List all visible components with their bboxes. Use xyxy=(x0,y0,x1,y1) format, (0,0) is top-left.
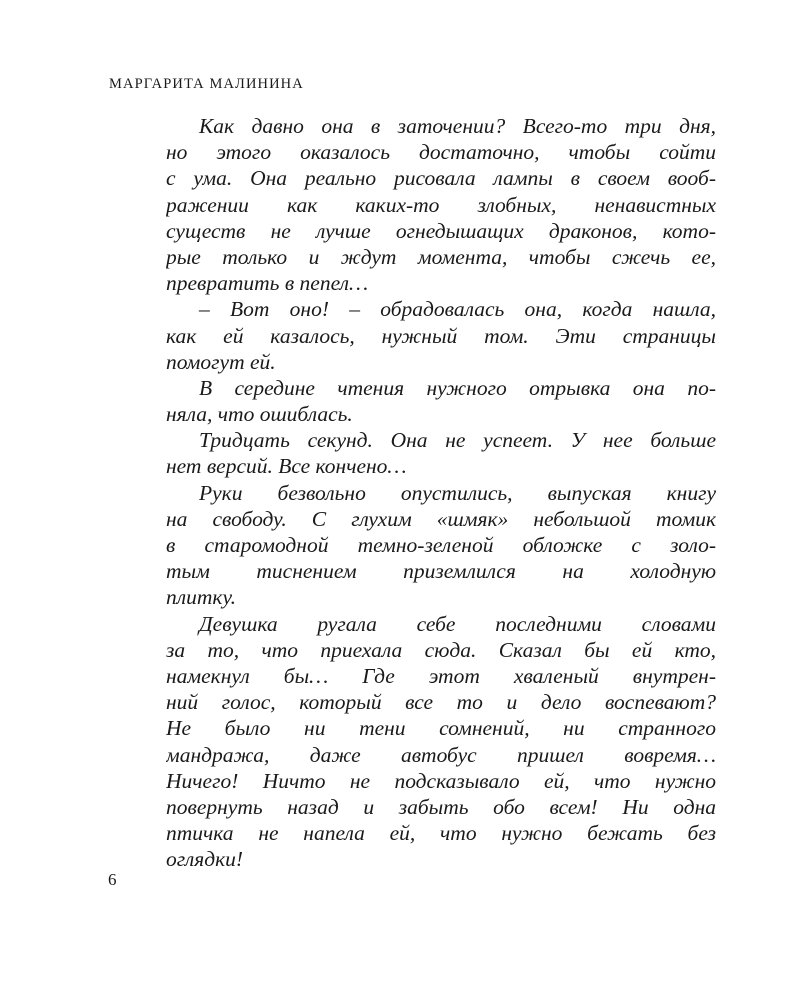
paragraph xyxy=(166,480,716,611)
text-line: – Вот оно! – обрадовалась она, когда нашла, xyxy=(199,297,716,322)
text-line: мандража, даже автобус пришел вовремя… xyxy=(166,742,716,767)
text-line: но этого оказалось достаточно, чтобы сойти xyxy=(166,140,716,165)
text-line: в старомодной темно-зеленой обложке с золо- xyxy=(166,533,716,557)
paragraph xyxy=(166,611,716,873)
text-line: птичка не напела ей, что нужно бежать без xyxy=(166,821,716,846)
text-line: Тридцать секунд. Она не успеет. У нее больше xyxy=(199,428,716,453)
paragraph xyxy=(166,427,716,479)
text-line: тым тиснением приземлился на холодную xyxy=(166,559,716,584)
page-number: 6 xyxy=(108,870,117,889)
text-line: ний голос, который все то и дело воспевают? xyxy=(166,690,716,715)
text-line: В середине чтения нужного отрывка она по- xyxy=(199,375,716,400)
paragraph xyxy=(166,296,716,375)
text-line: оглядки! xyxy=(166,847,244,872)
text-line: на свободу. С глухим «шмяк» небольшой томик xyxy=(166,506,716,531)
text-line: повернуть назад и забыть обо всем! Ни одна xyxy=(166,794,716,819)
text-line: намекнул бы… Где этот хваленый внутрен- xyxy=(166,663,716,688)
running-head-author: МАРГАРИТА МАЛИНИНА xyxy=(109,76,304,92)
text-line: помогут ей. xyxy=(166,349,276,374)
text-line: Не было ни тени сомнений, ни странного xyxy=(166,716,716,741)
text-line: Как давно она в заточении? Всего-то три дня, xyxy=(199,114,716,138)
text-line: с ума. Она реально рисовала лампы в своем вооб- xyxy=(166,166,716,191)
paragraph xyxy=(166,113,716,296)
text-line: за то, что приехала сюда. Сказал бы ей кто, xyxy=(166,637,716,662)
text-line: Девушка ругала себе последними словами xyxy=(199,611,716,636)
text-line: рые только и ждут момента, чтобы сжечь ее, xyxy=(166,244,716,269)
text-line: существ не лучше огнедышащих драконов, кото- xyxy=(166,218,716,243)
text-line: как ей казалось, нужный том. Эти страницы xyxy=(166,323,716,348)
paragraph xyxy=(166,375,716,427)
body-text xyxy=(166,113,716,872)
text-line: ражении как каких-то злобных, ненавистных xyxy=(166,192,716,217)
text-line: плитку. xyxy=(166,585,237,610)
text-line: Ничего! Ничто не подсказывало ей, что нужно xyxy=(166,768,716,793)
text-line: няла, что ошиблась. xyxy=(166,402,353,427)
text-line: превратить в пепел… xyxy=(166,271,369,296)
text-line: нет версий. Все кончено… xyxy=(166,454,407,479)
text-line: Руки безвольно опустились, выпуская книгу xyxy=(199,480,716,505)
